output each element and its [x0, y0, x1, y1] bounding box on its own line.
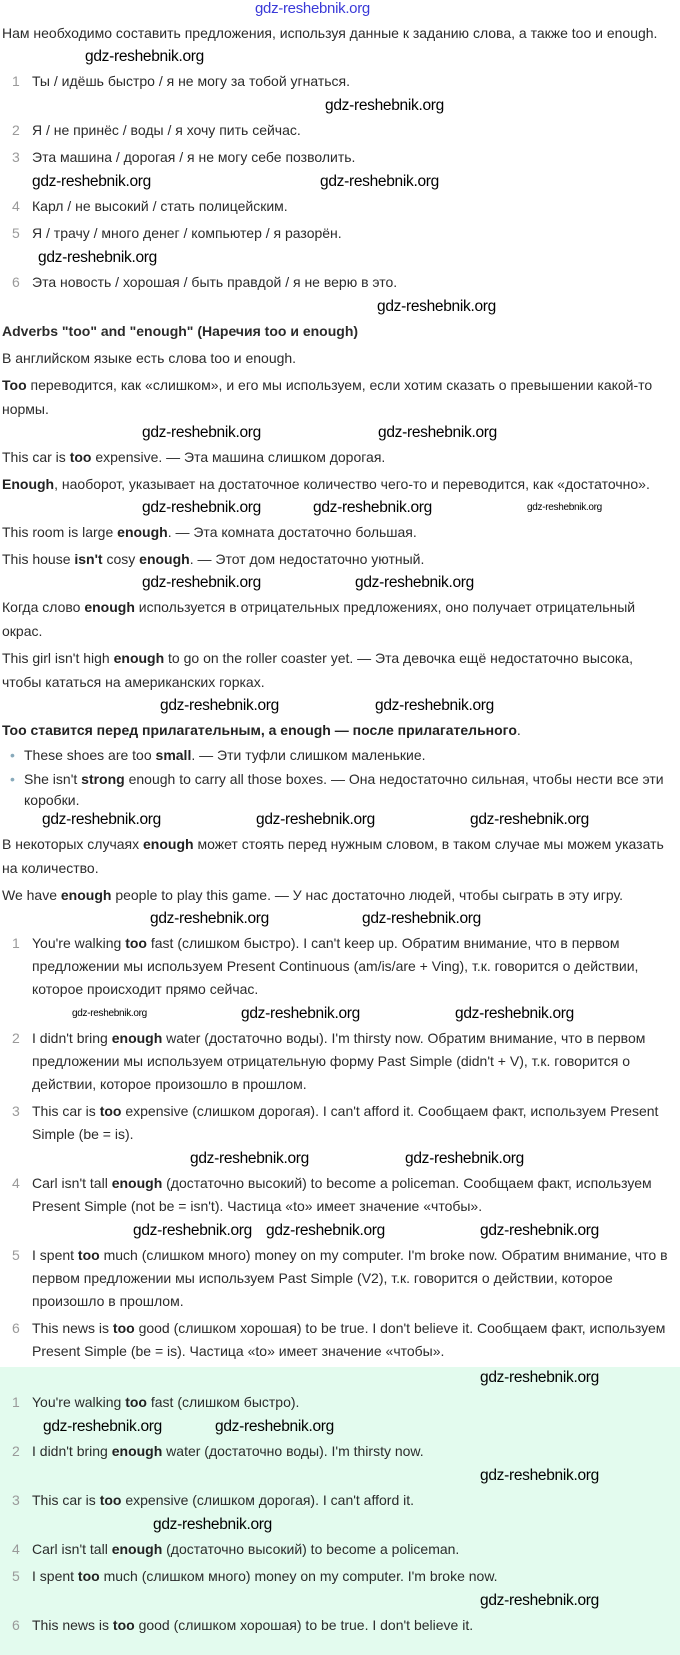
explained-answer — [12, 1317, 672, 1363]
watermark-row — [0, 1222, 680, 1240]
bold-text: too — [69, 449, 92, 465]
bold-text: too — [99, 1492, 122, 1508]
task-item — [12, 222, 672, 245]
text-segment: water (достаточно воды). I'm thirsty now. Обратим внимание, что в первом предложении мы используем отрицательную форму Past Simple (didn't + V), т.к. говорится о действии, которое произошло в прошлом. — [32, 1030, 646, 1092]
item-number: 1 — [12, 1394, 20, 1410]
item-number: 1 — [12, 935, 20, 951]
task-item — [12, 119, 672, 142]
item-text — [32, 1394, 299, 1410]
text-segment: good (слишком хорошая) to be true. I don't believe it. Сообщаем факт, используем Present Simple (be = is). Частица «to» имеет значение «чтобы». — [32, 1320, 666, 1359]
text-segment: I didn't bring — [32, 1030, 112, 1046]
bullet-text — [24, 771, 664, 808]
item-number: 2 — [12, 1030, 20, 1046]
final-answer — [12, 1565, 672, 1588]
watermark-row — [0, 1369, 680, 1387]
item-text: Эта новость / хорошая / быть правдой / я не верю в это. — [32, 274, 398, 290]
item-number: 3 — [12, 1103, 20, 1119]
bold-text: enough — [143, 836, 194, 852]
item-text — [32, 935, 638, 997]
bold-text: small — [155, 747, 192, 763]
bullet-icon: • — [10, 747, 15, 763]
watermark: gdz-reshebnik.org — [43, 1418, 162, 1435]
text-segment: water (достаточно воды). I'm thirsty now. — [162, 1443, 424, 1459]
paragraph — [2, 718, 670, 742]
watermark: gdz-reshebnik.org — [455, 1005, 574, 1022]
watermark-row — [0, 1467, 680, 1485]
text-segment: This news is — [32, 1320, 113, 1336]
text-segment: This car is — [2, 449, 70, 465]
bold-text: too — [77, 1247, 100, 1263]
text-segment: expensive. — Эта машина слишком дорогая. — [91, 449, 386, 465]
watermark-row — [0, 697, 680, 715]
bold-text: too — [112, 1320, 135, 1336]
watermark: gdz-reshebnik.org — [378, 424, 497, 441]
text-segment: I didn't bring — [32, 1443, 112, 1459]
watermark: gdz-reshebnik.org — [377, 298, 496, 315]
text-segment: expensive (слишком дорогая). I can't afford it. — [121, 1492, 415, 1508]
text-segment: cosy — [102, 551, 140, 567]
watermark: gdz-reshebnik.org — [527, 502, 602, 513]
watermark: gdz-reshebnik.org — [325, 97, 444, 114]
text-segment: This house — [2, 551, 75, 567]
watermark-row — [0, 1516, 680, 1534]
text-segment: переводится, как «слишком», и его мы используем, если хотим сказать о превышении какой-то нормы. — [2, 377, 653, 417]
item-text — [32, 1443, 424, 1459]
text-segment: fast (слишком быстро). I can't keep up. Обратим внимание, что в первом предложении мы используем Present Continuous (am/is/are + Ving), т.к. говорится о действии, которое происходит прямо сейчас. — [32, 935, 639, 997]
section-heading: Adverbs "too" and "enough" (Наречия too и enough) — [2, 323, 359, 339]
bold-text: enough — [60, 887, 112, 903]
item-number: 3 — [12, 149, 20, 165]
watermark-row — [0, 811, 680, 829]
watermark: gdz-reshebnik.org — [190, 1150, 309, 1167]
watermark: gdz-reshebnik.org — [150, 910, 269, 927]
text-segment: people to play this game. — У нас достаточно людей, чтобы сыграть в эту игру. — [111, 887, 623, 903]
bold-text: enough — [139, 551, 190, 567]
text-segment: to go on the roller coaster yet. — Эта девочка ещё недостаточно высока, чтобы кататься на американских горках. — [2, 650, 634, 690]
watermark: gdz-reshebnik.org — [133, 1222, 252, 1239]
text-segment: I spent — [32, 1247, 78, 1263]
watermark: gdz-reshebnik.org — [255, 0, 370, 17]
watermark-row — [0, 1150, 680, 1168]
final-answer — [12, 1614, 672, 1637]
item-text — [32, 1175, 652, 1214]
bold-text: too — [77, 1568, 100, 1584]
final-answer — [12, 1391, 672, 1414]
watermark: gdz-reshebnik.org — [313, 499, 432, 516]
watermark: gdz-reshebnik.org — [362, 910, 481, 927]
text-segment: Когда слово — [2, 599, 85, 615]
item-number: 6 — [12, 1617, 20, 1633]
text-segment: This car is — [32, 1492, 100, 1508]
watermark-row — [0, 48, 680, 66]
paragraph — [2, 520, 670, 544]
item-text: Ты / идёшь быстро / я не могу за тобой угнаться. — [32, 73, 351, 89]
text-segment: . — Эти туфли слишком маленькие. — [191, 747, 426, 763]
text-segment: This girl isn't high — [2, 650, 114, 666]
item-number: 5 — [12, 1247, 20, 1263]
paragraph — [2, 346, 670, 370]
watermark: gdz-reshebnik.org — [38, 249, 157, 266]
paragraph — [2, 883, 670, 907]
text-segment: much (слишком много) money on my computer. I'm broke now. Обратим внимание, что в первом предложении мы используем Past Simple (V2), т.к. говорится о действии, которое произошло в прошлом. — [32, 1247, 668, 1309]
text-segment: . — Этот дом недостаточно уютный. — [189, 551, 425, 567]
item-text — [32, 1320, 665, 1359]
bold-text: too — [125, 1394, 147, 1410]
explained-answer — [12, 1027, 672, 1096]
text-segment: expensive (слишком дорогая). I can't afford it. Сообщаем факт, используем Present Simple (be = is). — [32, 1103, 659, 1142]
bold-text: enough — [111, 1030, 163, 1046]
watermark: gdz-reshebnik.org — [72, 1008, 147, 1019]
watermark: gdz-reshebnik.org — [470, 811, 589, 828]
text-segment: В английском языке есть слова too и enough. — [2, 350, 297, 366]
item-number: 4 — [12, 198, 20, 214]
bold-text: Too ставится перед прилагательным, а enough — после прилагательного — [2, 722, 517, 738]
text-segment: Carl isn't tall — [32, 1541, 112, 1557]
watermark-row — [0, 173, 680, 191]
item-text — [32, 1247, 668, 1309]
watermark: gdz-reshebnik.org — [142, 499, 261, 516]
text-segment: может стоять перед нужным словом, в таком случае мы можем указать на количество. — [2, 836, 664, 876]
watermark: gdz-reshebnik.org — [32, 173, 151, 190]
text-segment: (достаточно высокий) to become a policeman. — [162, 1541, 460, 1557]
item-text — [32, 1541, 459, 1557]
answer-box — [0, 1367, 680, 1655]
task-item — [12, 70, 672, 93]
bold-text: Too — [2, 377, 27, 393]
paragraph — [2, 832, 670, 880]
text-segment: You're walking — [32, 1394, 126, 1410]
task-item — [12, 271, 672, 294]
paragraph — [2, 646, 670, 694]
explained-answer — [12, 1244, 672, 1313]
text-segment: enough to carry all those boxes. — Она недостаточно сильная, чтобы нести все эти коробки. — [24, 771, 664, 808]
intro-paragraph: Нам необходимо составить предложения, используя данные к заданию слова, а также too и enough. — [2, 25, 658, 41]
bullet-item — [10, 769, 670, 811]
watermark: gdz-reshebnik.org — [480, 1222, 599, 1239]
task-item — [12, 146, 672, 169]
final-answer — [12, 1489, 672, 1512]
item-number: 4 — [12, 1541, 20, 1557]
bold-text: enough — [84, 599, 135, 615]
paragraph — [2, 547, 670, 571]
text-segment: This car is — [32, 1103, 100, 1119]
watermark-row — [0, 1592, 680, 1610]
watermark: gdz-reshebnik.org — [480, 1369, 599, 1386]
text-segment: В некоторых случаях — [2, 836, 144, 852]
watermark: gdz-reshebnik.org — [85, 48, 204, 65]
watermark-row — [0, 298, 680, 316]
watermark: gdz-reshebnik.org — [256, 811, 375, 828]
item-number: 5 — [12, 225, 20, 241]
watermark-row — [0, 1418, 680, 1436]
item-text — [32, 1617, 473, 1633]
bold-text: too — [99, 1103, 122, 1119]
text-segment: This room is large — [2, 524, 118, 540]
watermark-row — [0, 0, 680, 18]
text-segment: She isn't — [24, 771, 82, 787]
item-number: 4 — [12, 1175, 20, 1191]
item-text: Карл / не высокий / стать полицейским. — [32, 198, 288, 214]
text-segment: . — Эта комната достаточно большая. — [167, 524, 417, 540]
text-segment: (достаточно высокий) to become a policeman. Сообщаем факт, используем Present Simple (not be = isn't). Частица «to» имеет значение «чтобы». — [32, 1175, 652, 1214]
item-number: 2 — [12, 122, 20, 138]
watermark: gdz-reshebnik.org — [42, 811, 161, 828]
item-text — [32, 1568, 498, 1584]
bold-text: Enough — [2, 476, 55, 492]
text-segment: . — [516, 722, 521, 738]
watermark: gdz-reshebnik.org — [142, 574, 261, 591]
item-text: Я / не принёс / воды / я хочу пить сейчас. — [32, 122, 301, 138]
explained-answer — [12, 1100, 672, 1146]
watermark: gdz-reshebnik.org — [480, 1467, 599, 1484]
watermark: gdz-reshebnik.org — [160, 697, 279, 714]
watermark-row — [0, 249, 680, 267]
paragraph — [2, 472, 670, 496]
watermark-row — [0, 499, 680, 517]
watermark: gdz-reshebnik.org — [320, 173, 439, 190]
watermark: gdz-reshebnik.org — [241, 1005, 360, 1022]
item-text — [32, 1030, 645, 1092]
bold-text: too — [125, 935, 147, 951]
explained-answer — [12, 1172, 672, 1218]
watermark-row — [0, 910, 680, 928]
watermark-row — [0, 424, 680, 442]
item-text — [32, 1492, 414, 1508]
watermark: gdz-reshebnik.org — [355, 574, 474, 591]
bold-text: enough — [113, 650, 165, 666]
bold-text: isn't — [74, 551, 103, 567]
item-text: Эта машина / дорогая / я не могу себе позволить. — [32, 149, 356, 165]
text-segment: You're walking — [32, 935, 126, 951]
text-segment: This news is — [32, 1617, 113, 1633]
final-answer — [12, 1538, 672, 1561]
final-answer — [12, 1440, 672, 1463]
watermark: gdz-reshebnik.org — [153, 1516, 272, 1533]
text-segment: good (слишком хорошая) to be true. I don't believe it. — [134, 1617, 474, 1633]
item-number: 6 — [12, 1320, 20, 1336]
item-text: Я / трачу / много денег / компьютер / я разорён. — [32, 225, 342, 241]
paragraph — [2, 595, 670, 643]
watermark-row — [0, 97, 680, 115]
text-segment: We have — [2, 887, 61, 903]
watermark: gdz-reshebnik.org — [266, 1222, 385, 1239]
text-segment: much (слишком много) money on my computer. I'm broke now. — [99, 1568, 498, 1584]
watermark: gdz-reshebnik.org — [142, 424, 261, 441]
bullet-item — [10, 745, 670, 766]
bold-text: enough — [117, 524, 168, 540]
text-segment: используется в отрицательных предложениях, оно получает отрицательный окрас. — [2, 599, 636, 639]
bold-text: too — [112, 1617, 135, 1633]
bold-text: strong — [81, 771, 125, 787]
paragraph — [2, 445, 670, 469]
watermark: gdz-reshebnik.org — [215, 1418, 334, 1435]
item-number: 6 — [12, 274, 20, 290]
watermark-row — [0, 1005, 680, 1023]
text-segment: Carl isn't tall — [32, 1175, 112, 1191]
watermark-row — [0, 574, 680, 592]
item-number: 2 — [12, 1443, 20, 1459]
text-segment: These shoes are too — [24, 747, 156, 763]
bullet-icon: • — [10, 771, 15, 787]
item-number: 5 — [12, 1568, 20, 1584]
text-segment: I spent — [32, 1568, 78, 1584]
watermark: gdz-reshebnik.org — [375, 697, 494, 714]
item-number: 1 — [12, 73, 20, 89]
item-number: 3 — [12, 1492, 20, 1508]
bold-text: enough — [111, 1541, 163, 1557]
explained-answer — [12, 932, 672, 1001]
task-item — [12, 195, 672, 218]
bold-text: enough — [111, 1175, 163, 1191]
paragraph — [2, 373, 670, 421]
watermark: gdz-reshebnik.org — [480, 1592, 599, 1609]
bullet-text — [24, 747, 426, 763]
text-segment: , наоборот, указывает на достаточное количество чего-то и переводится, как «достаточно». — [54, 476, 650, 492]
item-text — [32, 1103, 658, 1142]
text-segment: fast (слишком быстро). — [146, 1394, 300, 1410]
bold-text: enough — [111, 1443, 163, 1459]
watermark: gdz-reshebnik.org — [405, 1150, 524, 1167]
